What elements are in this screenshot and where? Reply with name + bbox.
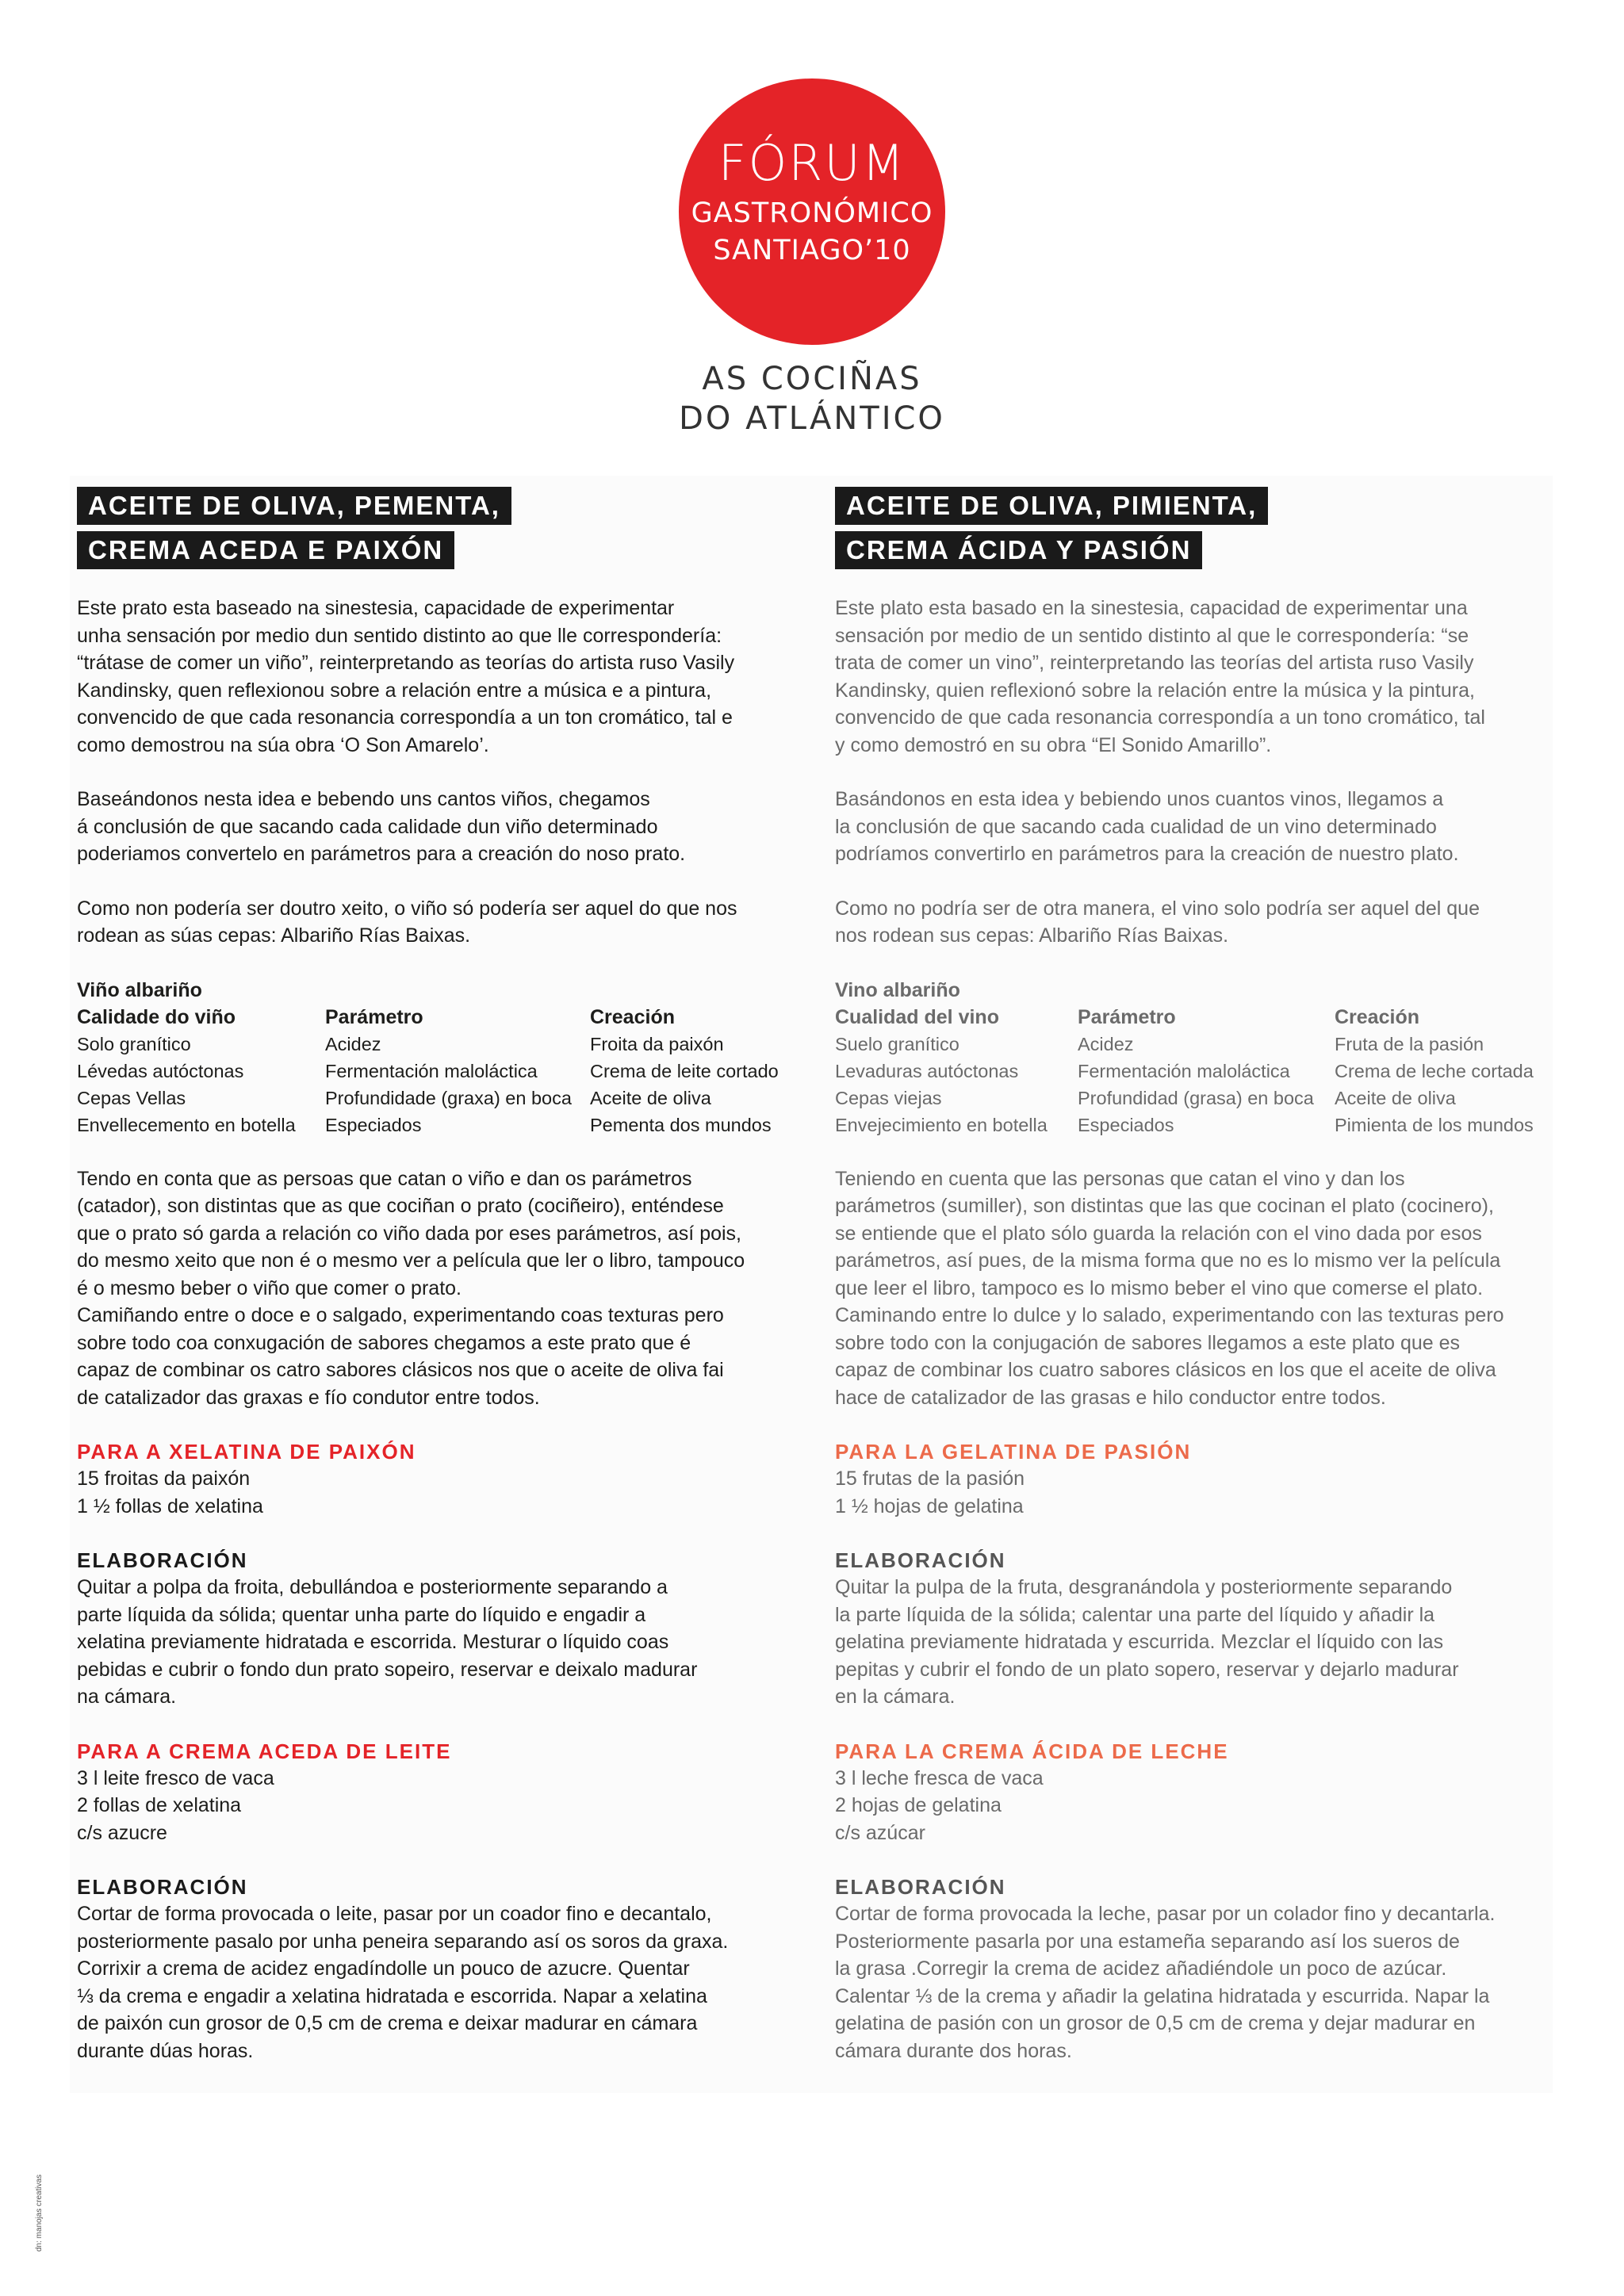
table-cell: Cepas Vellas	[77, 1087, 186, 1108]
ingredient-item: c/s azúcar	[835, 1821, 925, 1844]
ingredient-item: 2 follas de xelatina	[77, 1794, 242, 1816]
table-cell: Fermentación maloláctica	[325, 1060, 538, 1081]
table-cell: Levaduras autóctonas	[835, 1060, 1019, 1081]
table-header-cell: Creación	[1335, 1005, 1419, 1028]
wine-table-title: Viño albariño	[77, 978, 202, 1001]
discussion-paragraph: Teniendo en cuenta que las personas que catan el vino y dan los parámetros (sumiller), son distintas que las que cocinan el plato (cocinero), se entiende que el plato sólo guarda la relación con el vino dada por esos parámetros, así pues, de la misma forma que no es lo mismo ver la película que leer el libro, tampoco es lo mismo beber el vino que comerse el plato. Caminando entre lo dulce y lo salado, experimentando con las texturas pero sobre todo con la conjugación de sabores llegamos a este plato que es capaz de combinar los cuatro sabores clásicos en los que el aceite de oliva hace de catalizador de las grasas e hilo conductor entre todos.	[835, 1167, 1504, 1409]
elaboration-gelatin: Quitar la pulpa de la fruta, desgranándola y posteriormente separando la parte líquida de la sólida; calentar una parte del líquido y añadir la gelatina previamente hidratada y escurrida. Mezclar el líquido con las pepitas y cubrir el fondo de un plato sopero, reservar y dejarlo madurar en la cámara.	[835, 1576, 1459, 1708]
table-cell: Crema de leche cortada	[1335, 1060, 1534, 1081]
elaboration-title: ELABORACIÓN	[77, 1875, 248, 1899]
table-row	[835, 1085, 1549, 1112]
table-cell: Profundidad (grasa) en boca	[1078, 1087, 1314, 1108]
ingredient-item: 1 ½ follas de xelatina	[77, 1494, 263, 1517]
table-row	[77, 1112, 791, 1138]
table-cell: Acidez	[325, 1033, 381, 1054]
table-header-cell: Creación	[590, 1005, 675, 1028]
table-cell: Crema de leite cortado	[590, 1060, 779, 1081]
table-cell: Especiados	[325, 1114, 422, 1135]
elaboration-title: ELABORACIÓN	[835, 1548, 1006, 1572]
table-cell: Froita da paixón	[590, 1033, 724, 1054]
table-row	[77, 1058, 791, 1085]
column-galician	[77, 487, 791, 2064]
section-title-gelatin: PARA A XELATINA DE PAIXÓN	[77, 1440, 416, 1464]
recipe-title-line-2: CREMA ÁCIDA Y PASIÓN	[835, 531, 1202, 569]
forum-logo	[679, 78, 945, 345]
table-row	[77, 1085, 791, 1112]
table-row	[835, 1112, 1549, 1138]
logo-line-2: GASTRONÓMICO	[691, 197, 933, 229]
intro-paragraph: Este plato esta basado en la sinestesia, capacidad de experimentar una sensación por medio de un sentido distinto al que le correspondería: “se trata de comer un vino”, reinterpretando las teorías del artista ruso Vasily Kandinsky, quien reflexionó sobre la relación entre la música y la pintura, convencido de que cada resonancia correspondía a un tono cromático, tal y como demostró en su obra “El Sonido Amarillo”.	[835, 597, 1485, 756]
table-row	[835, 1058, 1549, 1085]
table-header-cell: Cualidad del vino	[835, 1005, 999, 1028]
wine-table-header	[77, 1004, 791, 1031]
section-title-gelatin: PARA LA GELATINA DE PASIÓN	[835, 1440, 1192, 1464]
recipe-title-line-1: ACEITE DE OLIVA, PIMIENTA,	[835, 487, 1268, 525]
elaboration-title: ELABORACIÓN	[835, 1875, 1006, 1899]
wine-paragraph: Como non podería ser doutro xeito, o viño só podería ser aquel do que nos rodean as súas cepas: Albariño Rías Baixas.	[77, 897, 737, 947]
discussion-paragraph: Tendo en conta que as persoas que catan o viño e dan os parámetros (catador), son distintas que as que cociñan o prato (cociñeiro), enténdese que o prato só garda a relación co viño dada por eses parámetros, así pois, do mesmo xeito que non é o mesmo ver a película que ler o libro, tampouco é o mesmo beber o viño que comer o prato. Camiñando entre o doce e o salgado, experimentando coas texturas pero sobre todo coa conxugación de sabores chegamos a este prato que é capaz de combinar os catro sabores clásicos nos que o aceite de oliva fai de catalizador das graxas e fío condutor entre todos.	[77, 1167, 745, 1409]
table-cell: Cepas viejas	[835, 1087, 942, 1108]
elaboration-cream: Cortar de forma provocada la leche, pasar por un colador fino y decantarla. Posteriormente pasarla por una estameña separando así los sueros de la grasa .Corregir la crema de acidez añadiéndole un poco de azúcar. Calentar ⅓ de la crema y añadir la gelatina hidratada y escurrida. Napar la gelatina de pasión con un grosor de 0,5 cm de crema y dejar madurar en cámara durante dos horas.	[835, 1903, 1496, 2062]
ingredient-item: 1 ½ hojas de gelatina	[835, 1494, 1024, 1517]
elaboration-title: ELABORACIÓN	[77, 1548, 248, 1572]
table-header-cell: Parámetro	[1078, 1005, 1176, 1028]
table-cell: Solo granítico	[77, 1033, 191, 1054]
concept-paragraph: Basándonos en esta idea y bebiendo unos cuantos vinos, llegamos a la conclusión de que sacando cada cualidad de un vino determinado podríamos convertirlo en parámetros para la creación de nuestro plato.	[835, 788, 1459, 865]
table-row	[835, 1031, 1549, 1058]
ingredient-item: 2 hojas de gelatina	[835, 1794, 1002, 1816]
ingredient-item: 15 frutas de la pasión	[835, 1468, 1025, 1490]
table-cell: Envellecemento en botella	[77, 1114, 296, 1135]
table-cell: Pimienta de los mundos	[1335, 1114, 1534, 1135]
section-title-cream: PARA LA CREMA ÁCIDA DE LECHE	[835, 1739, 1229, 1763]
table-cell: Acidez	[1078, 1033, 1134, 1054]
table-cell: Fruta de la pasión	[1335, 1033, 1484, 1054]
table-cell: Fermentación maloláctica	[1078, 1060, 1290, 1081]
ingredient-item: 15 froitas da paixón	[77, 1468, 251, 1490]
table-row	[77, 1031, 791, 1058]
subtitle-line-1: AS COCIÑAS	[702, 361, 922, 397]
table-cell: Suelo granítico	[835, 1033, 959, 1054]
table-cell: Profundidade (graxa) en boca	[325, 1087, 572, 1108]
wine-paragraph: Como no podría ser de otra manera, el vino solo podría ser aquel del que nos rodean sus cepas: Albariño Rías Baixas.	[835, 897, 1480, 947]
column-spanish	[835, 487, 1549, 2064]
table-cell: Envejecimiento en botella	[835, 1114, 1048, 1135]
table-cell: Especiados	[1078, 1114, 1174, 1135]
ingredient-item: c/s azucre	[77, 1821, 167, 1844]
table-cell: Aceite de oliva	[1335, 1087, 1456, 1108]
concept-paragraph: Baseándonos nesta idea e bebendo uns cantos viños, chegamos á conclusión de que sacando cada calidade dun viño determinado poderiamos convertelo en parámetros para a creación do noso prato.	[77, 788, 686, 865]
wine-table-title: Vino albariño	[835, 978, 960, 1001]
recipe-title-line-2: CREMA ACEDA E PAIXÓN	[77, 531, 454, 569]
intro-paragraph: Este prato esta baseado na sinestesia, capacidade de experimentar unha sensación por medio dun sentido distinto ao que lle correspondería: “trátase de comer un viño”, reinterpretando as teorías do artista ruso Vasily Kandinsky, quen reflexionou sobre a relación entre a música e a pintura, convencido de que cada resonancia correspondía a un ton cromático, tal e como demostrou na súa obra ‘O Son Amarelo’.	[77, 597, 735, 756]
table-cell: Aceite de oliva	[590, 1087, 711, 1108]
table-header-cell: Calidade do viño	[77, 1005, 236, 1028]
ingredient-item: 3 l leche fresca de vaca	[835, 1766, 1044, 1789]
recipe-title-line-1: ACEITE DE OLIVA, PEMENTA,	[77, 487, 511, 525]
logo-title: FÓRUM	[718, 134, 906, 192]
elaboration-cream: Cortar de forma provocada o leite, pasar por un coador fino e decantalo, posteriormente pasalo por unha peneira separando así os soros da graxa. Corrixir a crema de acidez engadíndolle un pouco de azucre. Quentar ⅓ da crema e engadir a xelatina hidratada e escorrida. Napar a xelatina de paixón cun grosor de 0,5 cm de crema e deixar madurar en cámara durante dúas horas.	[77, 1903, 729, 2062]
elaboration-gelatin: Quitar a polpa da froita, debullándoa e posteriormente separando a parte líquida da sólida; quentar unha parte do líquido e engadir a xelatina previamente hidratada e escorrida. Mesturar o líquido coas pebidas e cubrir o fondo dun prato sopeiro, reservar e deixalo madurar na cámara.	[77, 1576, 698, 1708]
subtitle-line-2: DO ATLÁNTICO	[679, 400, 945, 437]
table-header-cell: Parámetro	[325, 1005, 423, 1028]
table-cell: Pementa dos mundos	[590, 1114, 772, 1135]
wine-table-header	[835, 1004, 1549, 1031]
ingredient-item: 3 l leite fresco de vaca	[77, 1766, 274, 1789]
section-title-cream: PARA A CREMA ACEDA DE LEITE	[77, 1739, 452, 1763]
logo-line-3: SANTIAGO’10	[713, 235, 911, 266]
table-cell: Lévedas autóctonas	[77, 1060, 244, 1081]
design-credit: dn: manojas creativas	[35, 2174, 44, 2252]
